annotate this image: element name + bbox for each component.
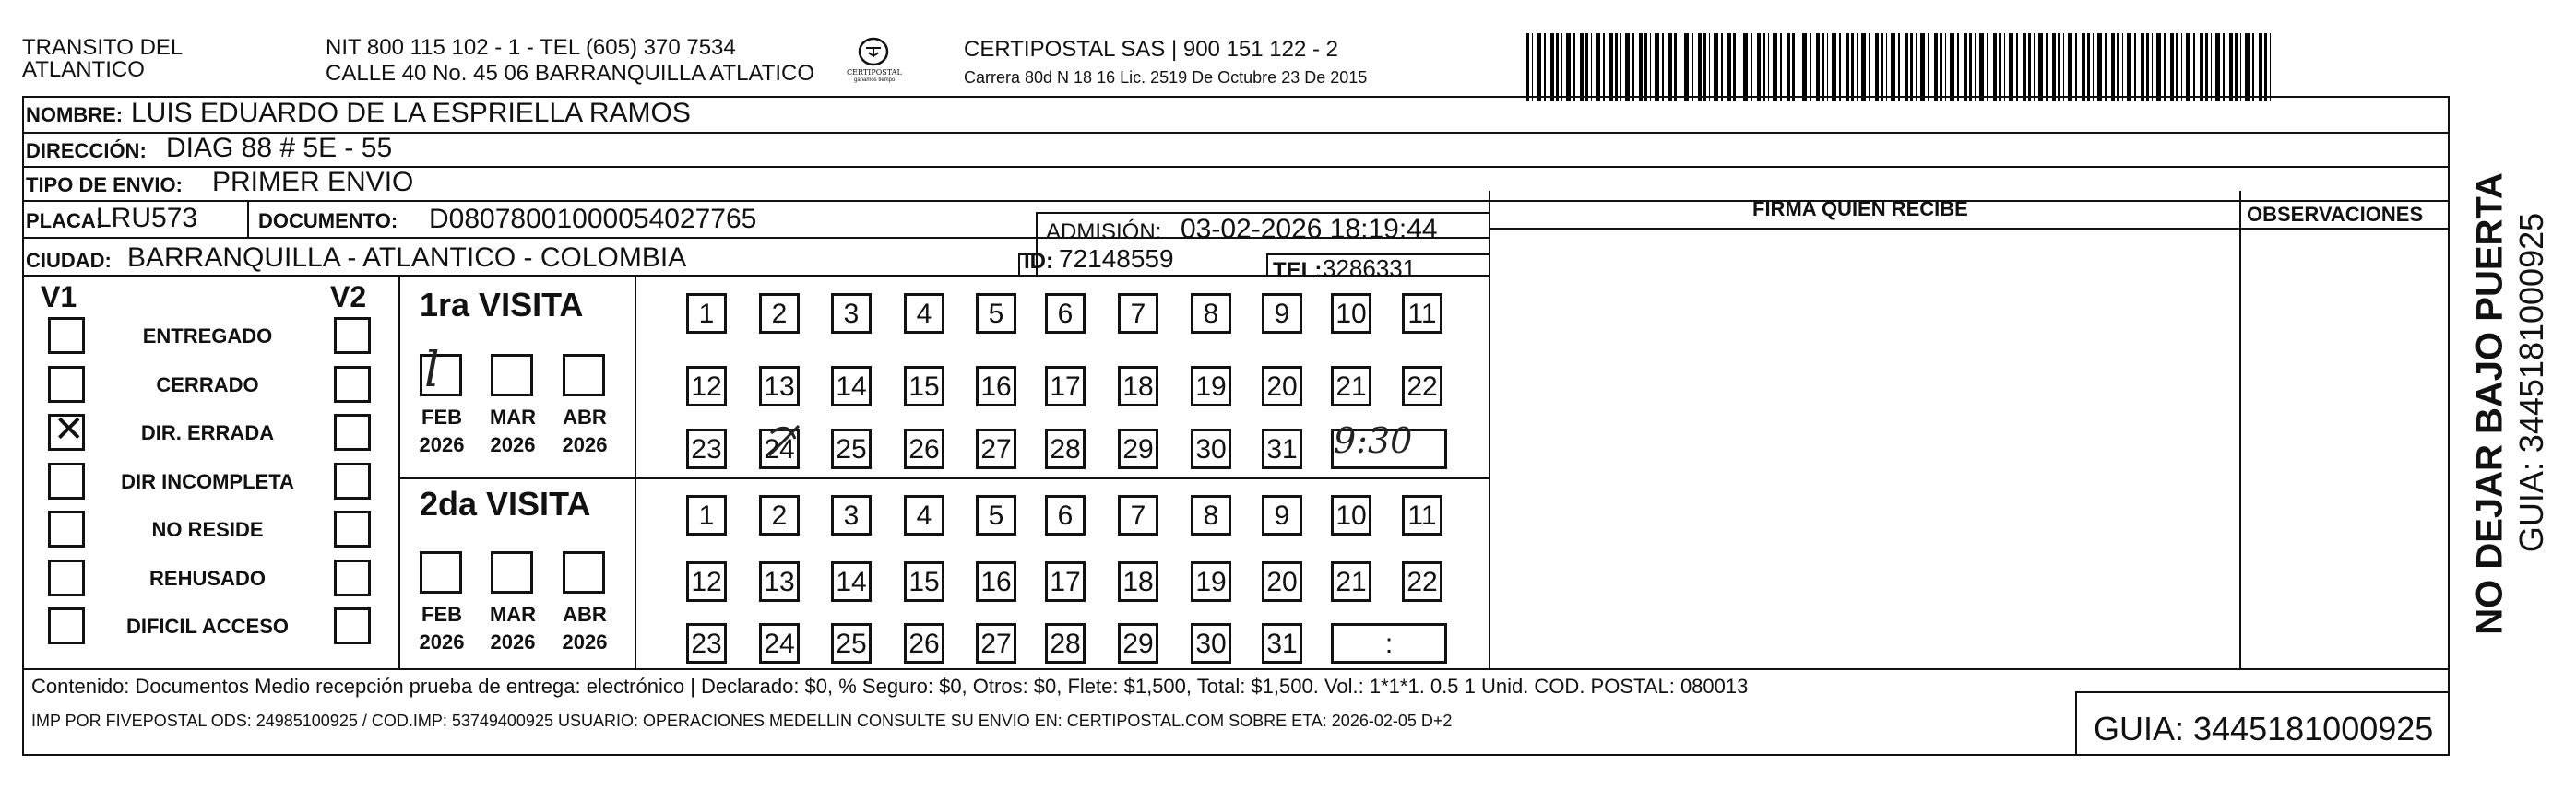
day-box[interactable]: 13 (759, 561, 800, 602)
day-box[interactable]: 11 (1402, 495, 1442, 536)
month-label: MAR (489, 603, 537, 626)
day-box[interactable]: 6 (1045, 495, 1086, 536)
second-visit-title: 2da VISITA (420, 485, 591, 523)
day-box[interactable]: 19 (1191, 561, 1231, 602)
day-box[interactable]: 4 (904, 293, 944, 334)
day-box[interactable]: 4 (904, 495, 944, 536)
firma-header: FIRMA QUIEN RECIBE (1752, 197, 1968, 220)
placa-label: PLACA: (26, 209, 103, 232)
v2-checkbox[interactable] (334, 414, 371, 451)
ciudad-value: BARRANQUILLA - ATLANTICO - COLOMBIA (127, 242, 687, 273)
v2-label: V2 (330, 280, 367, 313)
day-box[interactable]: 26 (904, 429, 944, 469)
first-visit-title: 1ra VISITA (420, 286, 584, 324)
day-box[interactable]: 11 (1402, 293, 1442, 334)
vertical-guia-number: GUIA: 3445181000925 (2512, 212, 2550, 553)
id-value: 72148559 (1059, 244, 1174, 273)
ciudad-label: CIUDAD: (26, 249, 112, 272)
first-visit-time: 9:30 (1334, 420, 1413, 461)
year-label: 2026 (419, 630, 465, 654)
day-box[interactable]: 1 (686, 293, 727, 334)
tipo-envio-value: PRIMER ENVIO (212, 167, 414, 197)
v1-checkbox[interactable] (48, 317, 85, 354)
footer-imp: IMP POR FIVEPOSTAL ODS: 24985100925 / COD.IMP: 53749400925 USUARIO: OPERACIONES MEDELLIN CONSULTE SU ENVIO EN: CERTIPOSTAL.COM SOBRE ETA: 2026-02-05 D+2 (31, 712, 1453, 730)
v2-checkbox[interactable] (334, 317, 371, 354)
first-visit-month-mark: l (424, 343, 440, 398)
admision-label: ADMISIÓN: (1046, 219, 1162, 244)
sender-name-line2: ATLANTICO (22, 57, 145, 82)
day-box[interactable]: 10 (1331, 293, 1371, 334)
tel-label: TEL: (1273, 258, 1323, 283)
day-box[interactable]: 21 (1331, 366, 1371, 406)
day-box[interactable]: 5 (976, 495, 1016, 536)
sender-name-line1: TRANSITO DEL (22, 35, 184, 60)
day-box[interactable]: 3 (831, 495, 872, 536)
day-box[interactable]: 9 (1262, 293, 1302, 334)
day-box[interactable]: 28 (1045, 429, 1086, 469)
observaciones-header: OBSERVACIONES (2247, 203, 2424, 226)
day-box[interactable]: 16 (976, 366, 1016, 406)
day-box[interactable]: 7 (1118, 293, 1158, 334)
v1-checkbox[interactable] (48, 463, 85, 500)
tel-value: 3286331 (1323, 254, 1417, 282)
v1-checkbox[interactable] (48, 607, 85, 644)
day-box[interactable]: 22 (1402, 561, 1442, 602)
day-box[interactable]: 27 (976, 623, 1016, 664)
direccion-value: DIAG 88 # 5E - 55 (166, 133, 393, 163)
day-box[interactable]: 12 (686, 561, 727, 602)
placa-value: LRU573 (96, 203, 198, 233)
month-checkbox[interactable] (563, 354, 605, 396)
month-label: ABR (563, 603, 607, 626)
status-label: REHUSADO (149, 567, 266, 590)
v1-checkbox[interactable] (48, 511, 85, 548)
v2-checkbox[interactable] (334, 463, 371, 500)
day-box[interactable]: 30 (1191, 623, 1231, 664)
license-line: Carrera 80d N 18 16 Lic. 2519 De Octubre 23 De 2015 (964, 68, 1368, 87)
day-box[interactable]: 17 (1045, 366, 1086, 406)
day-box[interactable]: 1 (686, 495, 727, 536)
nit-line: NIT 800 115 102 - 1 - TEL (605) 370 7534 (326, 35, 736, 60)
day-box[interactable]: 24 (759, 623, 800, 664)
day-box[interactable]: 17 (1045, 561, 1086, 602)
no-dejar-bajo-puerta: NO DEJAR BAJO PUERTA (2469, 172, 2511, 635)
status-label: DIR INCOMPLETA (121, 470, 294, 493)
day-box[interactable]: 22 (1402, 366, 1442, 406)
direccion-label: DIRECCIÓN: (26, 139, 147, 162)
status-label: CERRADO (156, 373, 259, 396)
day-box[interactable]: 16 (976, 561, 1016, 602)
sender-address: CALLE 40 No. 45 06 BARRANQUILLA ATLATICO (326, 61, 815, 86)
status-label: ENTREGADO (142, 324, 273, 347)
tipo-envio-label: TIPO DE ENVIO: (26, 173, 183, 196)
day-box[interactable]: 2 (759, 293, 800, 334)
day-box[interactable]: 15 (904, 561, 944, 602)
day-box[interactable]: 20 (1262, 561, 1302, 602)
status-label: NO RESIDE (151, 518, 264, 541)
day-box[interactable]: 26 (904, 623, 944, 664)
day-box[interactable]: 5 (976, 293, 1016, 334)
year-label: 2026 (490, 433, 536, 456)
day-box[interactable]: 31 (1262, 623, 1302, 664)
observaciones-area[interactable] (2241, 230, 2448, 666)
month-checkbox[interactable] (563, 551, 605, 594)
day-box[interactable]: 12 (686, 366, 727, 406)
day-box[interactable]: 14 (831, 561, 872, 602)
day-box[interactable]: 25 (831, 623, 872, 664)
documento-value: D08078001000054027765 (429, 204, 757, 234)
nombre-label: NOMBRE: (26, 103, 124, 126)
day-box[interactable]: 9 (1262, 495, 1302, 536)
day-box[interactable]: 25 (831, 429, 872, 469)
v2-checkbox[interactable] (334, 560, 371, 596)
month-label: FEB (421, 603, 462, 626)
day-box[interactable]: 7 (1118, 495, 1158, 536)
day-box[interactable]: 15 (904, 366, 944, 406)
day-24-mark (762, 418, 808, 465)
status-label: DIFICIL ACCESO (125, 615, 289, 638)
company-line: CERTIPOSTAL SAS | 900 151 122 - 2 (964, 37, 1338, 62)
month-label: ABR (563, 406, 607, 429)
admision-value: 03-02-2026 18:19:44 (1181, 214, 1438, 244)
certipostal-logo: CERTIPOSTAL ganamos tiempo (841, 37, 906, 87)
day-box[interactable]: 19 (1191, 366, 1231, 406)
month-checkbox[interactable] (420, 551, 462, 594)
month-checkbox[interactable] (491, 551, 533, 594)
day-box[interactable]: 14 (831, 366, 872, 406)
day-box[interactable]: 8 (1191, 495, 1231, 536)
day-box[interactable]: 23 (686, 429, 727, 469)
day-box[interactable]: 18 (1118, 561, 1158, 602)
day-box[interactable]: 29 (1118, 623, 1158, 664)
dir-errada-v1-mark: ✕ (53, 409, 85, 450)
month-label: MAR (489, 406, 537, 429)
month-label: FEB (421, 406, 462, 429)
day-box[interactable]: 3 (831, 293, 872, 334)
day-box[interactable]: 21 (1331, 561, 1371, 602)
v1-label: V1 (41, 280, 77, 313)
day-box[interactable]: 6 (1045, 293, 1086, 334)
year-label: 2026 (419, 433, 465, 456)
nombre-value: LUIS EDUARDO DE LA ESPRIELLA RAMOS (131, 98, 691, 128)
day-box[interactable]: 31 (1262, 429, 1302, 469)
footer-guia: GUIA: 3445181000925 (2094, 710, 2434, 748)
v2-checkbox[interactable] (334, 511, 371, 548)
day-box[interactable]: 13 (759, 366, 800, 406)
footer-contenido: Contenido: Documentos Medio recepción prueba de entrega: electrónico | Declarado: $0, % Seguro: $0, Otros: $0, Flete: $1,500, Total: $1,500. Vol.: 1*1*1. 0.5 1 Unid. COD. POSTAL: 080013 (31, 675, 1749, 698)
time-box[interactable]: : (1331, 623, 1447, 664)
day-box[interactable]: 10 (1331, 495, 1371, 536)
day-box[interactable]: 29 (1118, 429, 1158, 469)
day-box[interactable]: 18 (1118, 366, 1158, 406)
v1-checkbox[interactable] (48, 560, 85, 596)
v2-checkbox[interactable] (334, 366, 371, 403)
status-label: DIR. ERRADA (140, 421, 275, 444)
id-label: ID: (1024, 249, 1053, 274)
day-box[interactable]: 23 (686, 623, 727, 664)
v1-checkbox[interactable] (48, 366, 85, 403)
day-box[interactable]: 27 (976, 429, 1016, 469)
year-label: 2026 (490, 630, 536, 654)
month-checkbox[interactable] (491, 354, 533, 396)
day-box[interactable]: 28 (1045, 623, 1086, 664)
barcode (1526, 33, 2273, 101)
documento-label: DOCUMENTO: (258, 209, 398, 232)
day-box[interactable]: 24 (759, 429, 800, 469)
day-box[interactable]: 2 (759, 495, 800, 536)
year-label: 2026 (562, 433, 608, 456)
v2-checkbox[interactable] (334, 607, 371, 644)
day-box[interactable]: 30 (1191, 429, 1231, 469)
year-label: 2026 (562, 630, 608, 654)
signature-area[interactable] (1490, 230, 2238, 666)
day-box[interactable]: 8 (1191, 293, 1231, 334)
day-box[interactable]: 20 (1262, 366, 1302, 406)
